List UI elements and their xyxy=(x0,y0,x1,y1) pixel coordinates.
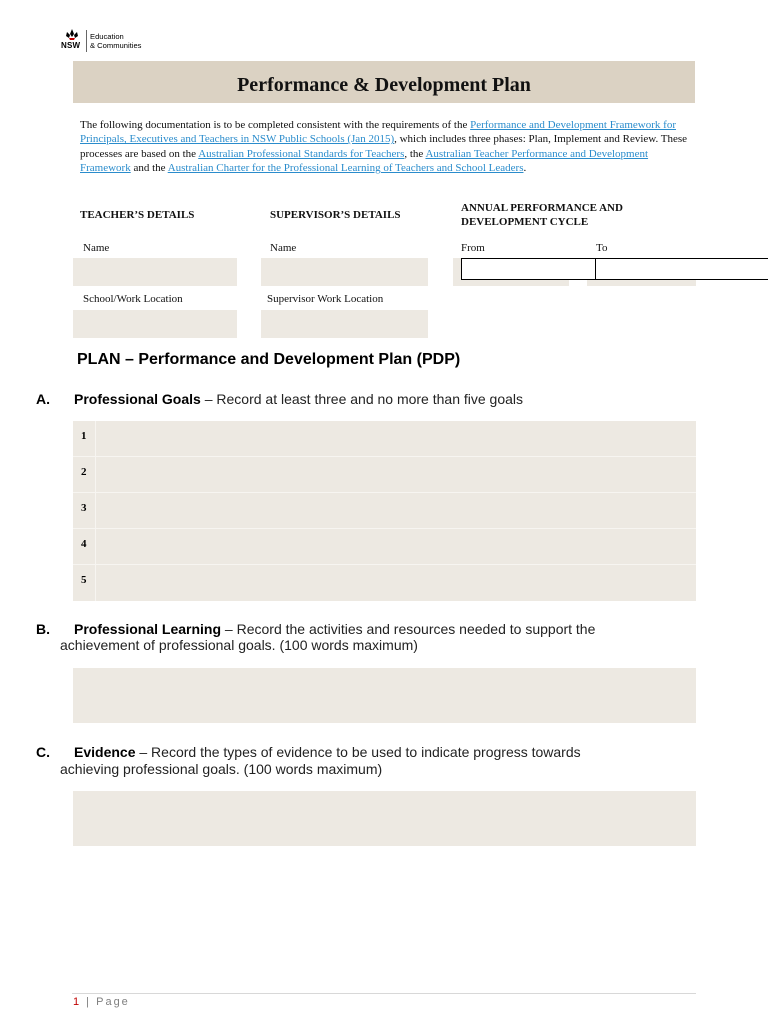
section-c-letter: C. xyxy=(36,744,50,760)
intro-text-3: , the xyxy=(404,147,426,160)
goal-row[interactable] xyxy=(73,421,696,457)
logo-line-2: & Communities xyxy=(90,40,142,50)
nsw-education-logo xyxy=(60,28,160,54)
section-b-description: – Record the activities and resources needed to support the xyxy=(221,621,596,637)
page-label: Page xyxy=(96,996,130,1008)
section-a-heading xyxy=(36,391,50,407)
from-label: From xyxy=(461,242,485,254)
intro-text-2: , which includes three phases: Plan, Implement and Review. These processes are based on the xyxy=(80,133,688,160)
title-band xyxy=(73,61,695,103)
intro-text-4: and the xyxy=(130,161,168,174)
goal-number: 1 xyxy=(81,430,87,442)
section-c-heading xyxy=(36,744,50,760)
supervisor-details-heading: SUPERVISOR’S DETAILS xyxy=(270,209,401,221)
logo-wordmark xyxy=(90,33,141,50)
goal-divider xyxy=(95,421,96,456)
goal-divider xyxy=(95,565,96,601)
goal-number: 4 xyxy=(81,538,87,550)
goals-table xyxy=(73,421,696,601)
teacher-name-field[interactable] xyxy=(73,258,237,286)
section-b-text xyxy=(74,621,595,637)
professional-learning-field[interactable] xyxy=(73,668,696,723)
section-b-title: Professional Learning xyxy=(74,621,222,637)
page-title: Performance & Development Plan xyxy=(237,74,531,96)
plan-heading: PLAN – Performance and Development Plan (PDP) xyxy=(77,351,461,368)
to-label: To xyxy=(596,242,608,254)
intro-text-5: . xyxy=(523,161,527,174)
section-b-heading xyxy=(36,621,50,637)
section-c-line-2: achieving professional goals. (100 words maximum) xyxy=(60,761,383,777)
goal-number: 3 xyxy=(81,502,87,514)
section-c-title: Evidence xyxy=(74,744,136,760)
section-a-description: – Record at least three and no more than five goals xyxy=(200,391,524,407)
logo-line-1: Education xyxy=(90,32,124,41)
teacher-name-label: Name xyxy=(83,242,110,254)
cycle-heading-line-1: ANNUAL PERFORMANCE AND xyxy=(461,202,623,214)
link-professional-standards[interactable]: Australian Professional Standards for Teachers xyxy=(198,147,405,160)
page-footer xyxy=(73,996,130,1008)
teacher-location-label: School/Work Location xyxy=(83,293,183,305)
cycle-heading-line-2: DEVELOPMENT CYCLE xyxy=(461,216,589,228)
link-pd-framework[interactable]: Performance and Development Framework for Principals, Executives and Teachers in NSW Public Schools (Jan 2015) xyxy=(80,119,676,146)
goal-row[interactable] xyxy=(73,529,696,565)
logo-nsw-text: NSW xyxy=(61,41,81,50)
footer-divider xyxy=(72,993,696,994)
goal-number: 5 xyxy=(81,574,87,586)
goal-divider xyxy=(95,457,96,492)
link-teacher-pd-framework[interactable]: Australian Teacher Performance and Development Framework xyxy=(80,147,649,174)
to-date-field[interactable] xyxy=(595,258,768,280)
from-date-field[interactable] xyxy=(461,258,597,280)
section-a-text xyxy=(74,391,523,407)
link-professional-learning-charter[interactable]: Australian Charter for the Professional Learning of Teachers and School Leaders xyxy=(167,161,524,174)
intro-text-1: The following documentation is to be completed consistent with the requirements of the xyxy=(80,119,471,131)
goal-row[interactable] xyxy=(73,457,696,493)
footer-separator: | xyxy=(81,996,97,1008)
evidence-field[interactable] xyxy=(73,791,696,846)
section-b-letter: B. xyxy=(36,621,50,637)
goal-number: 2 xyxy=(81,466,87,478)
intro-paragraph xyxy=(80,118,690,175)
section-c-text xyxy=(74,744,581,760)
supervisor-location-label: Supervisor Work Location xyxy=(267,293,384,305)
section-c-description: – Record the types of evidence to be used to indicate progress towards xyxy=(135,744,581,760)
logo-divider xyxy=(86,30,87,52)
page-number: 1 xyxy=(73,996,82,1008)
supervisor-name-label: Name xyxy=(270,242,297,254)
goal-row[interactable] xyxy=(73,565,696,601)
goal-divider xyxy=(95,493,96,528)
goal-divider xyxy=(95,529,96,564)
section-a-letter: A. xyxy=(36,391,50,407)
goal-row[interactable] xyxy=(73,493,696,529)
cycle-heading xyxy=(461,201,623,229)
section-a-title: Professional Goals xyxy=(74,391,201,407)
supervisor-location-field[interactable] xyxy=(261,310,428,338)
section-b-line-2: achievement of professional goals. (100 words maximum) xyxy=(60,637,418,653)
supervisor-name-field[interactable] xyxy=(261,258,428,286)
teacher-location-field[interactable] xyxy=(73,310,237,338)
teacher-details-heading: TEACHER’S DETAILS xyxy=(80,209,195,221)
